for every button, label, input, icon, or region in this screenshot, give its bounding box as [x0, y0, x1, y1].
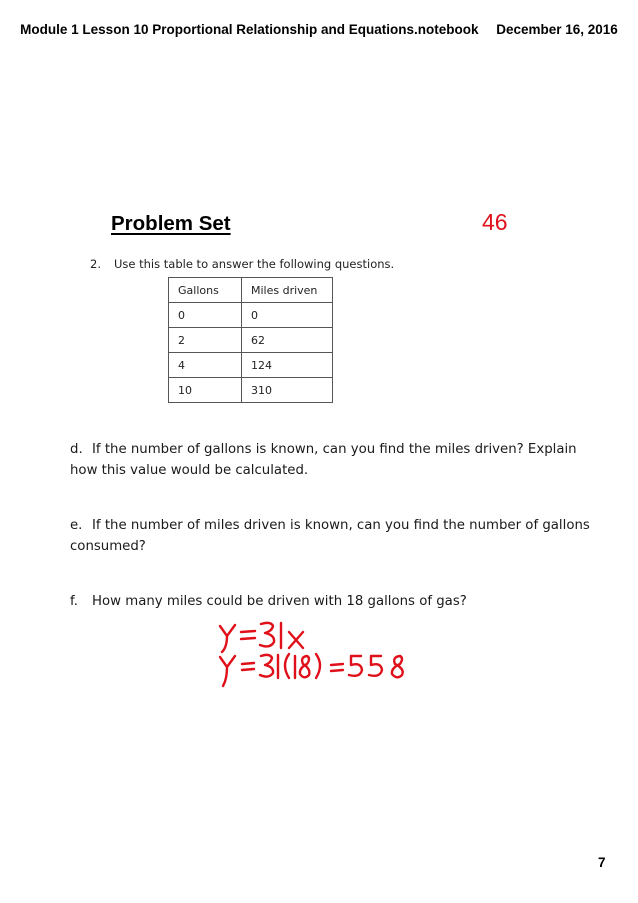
handwritten-answer	[215, 612, 445, 690]
notebook-date: December 16, 2016	[496, 22, 618, 37]
part-label: e.	[70, 518, 83, 533]
question-part-f	[70, 591, 590, 612]
question-prompt	[90, 257, 394, 271]
table-cell: 0	[169, 303, 242, 328]
table-row	[169, 353, 333, 378]
table-row	[169, 328, 333, 353]
gallons-miles-table	[168, 277, 333, 403]
table-cell: 124	[242, 353, 333, 378]
question-part-d	[70, 439, 590, 481]
question-prompt-text: Use this table to answer the following questions.	[114, 257, 395, 271]
column-header-gallons: Gallons	[169, 278, 242, 303]
table-cell: 4	[169, 353, 242, 378]
question-number: 2.	[90, 257, 101, 271]
part-text: If the number of gallons is known, can you find the miles driven? Explain how this value would be calculated.	[70, 442, 577, 478]
part-label: d.	[70, 442, 83, 457]
part-text: How many miles could be driven with 18 gallons of gas?	[92, 594, 467, 609]
page-number: 7	[598, 855, 606, 870]
table-row	[169, 378, 333, 403]
part-label: f.	[70, 594, 78, 609]
table-cell: 0	[242, 303, 333, 328]
question-part-e	[70, 515, 590, 557]
table-cell: 310	[242, 378, 333, 403]
page-title: Problem Set	[111, 212, 231, 235]
column-header-miles: Miles driven	[242, 278, 333, 303]
notebook-header	[0, 22, 638, 37]
table-cell: 62	[242, 328, 333, 353]
table-header-row	[169, 278, 333, 303]
notebook-title: Module 1 Lesson 10 Proportional Relationship and Equations.notebook	[20, 22, 479, 37]
part-text: If the number of miles driven is known, can you find the number of gallons consumed?	[70, 518, 590, 554]
table-cell: 10	[169, 378, 242, 403]
handwritten-page-ref: 46	[482, 209, 508, 235]
table-cell: 2	[169, 328, 242, 353]
table-row	[169, 303, 333, 328]
